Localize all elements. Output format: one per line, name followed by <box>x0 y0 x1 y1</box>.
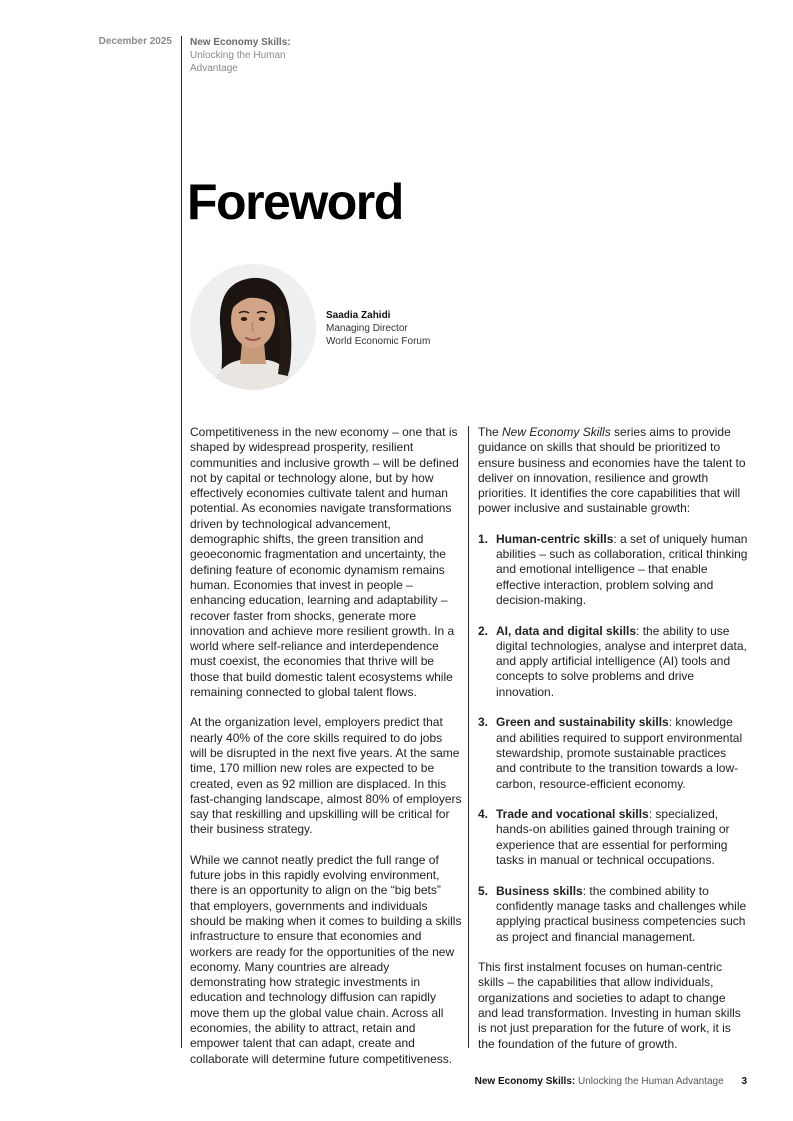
skills-list <box>478 532 748 945</box>
item-number: 4. <box>478 807 489 822</box>
page-footer <box>475 1076 747 1087</box>
page-title: Foreword <box>187 174 403 230</box>
series-name: New Economy Skills <box>502 425 611 439</box>
body-paragraph: Competitiveness in the new economy – one that is shaped by widespread prosperity, resilient communities and inclusive growth – will be defined not by capital or technology alone, but by how effectively economies cultivate talent and human potential. As economies navigate transformations driven by technological advancement, demographic shifts, the green transition and geoeconomic fragmentation and uncertainty, the defining feature of economic dynamism remains human. Economies that invest in people – enhancing education, learning and adaptability – recover faster from shocks, generate more innovation and achieve more resilient growth. In a world where self-reliance and interdependence must coexist, the economies that thrive will be those that build domestic talent ecosystems while remaining connected to global talent flows. <box>190 425 459 700</box>
author-role: Managing Director <box>326 323 408 334</box>
page-number: 3 <box>741 1076 747 1087</box>
item-term: Trade and vocational skills <box>496 807 649 822</box>
body-paragraph: At the organization level, employers predict that nearly 40% of the core skills required to do jobs will be disrupted in the next five years. At the same time, 170 million new roles are expected to be created, even as 92 million are displaced. In this fast-changing landscape, almost 80% of employers say that reskilling and upskilling will be critical for their business strategy. <box>190 715 462 837</box>
author-byline <box>326 309 430 348</box>
item-term: Human-centric skills <box>496 531 614 546</box>
item-number: 1. <box>478 531 489 546</box>
closing-paragraph: This first instalment focuses on human-centric skills – the capabilities that allow individuals, organizations and societies to adapt to change and lead transformation. Investing in human skills is not just preparation for the future of work, it is the foundation of the future of growth. <box>478 960 741 1051</box>
author-portrait <box>190 264 316 390</box>
list-item <box>478 715 748 791</box>
footer-title-rest: Unlocking the Human Advantage <box>578 1076 724 1087</box>
item-desc: : knowledge and abilities required to support environmental stewardship, promote sustainable practices and contribute to the transition towards a low-carbon, resource-efficient economy. <box>496 715 743 791</box>
intro-text: series aims to provide guidance on skills that should be prioritized to ensure business and economies have the talent to deliver on innovation, resilience and growth priorities. It identifies the core capabilities that will power inclusive and sustainable growth: <box>478 425 746 516</box>
header-date: December 2025 <box>98 36 172 47</box>
list-item <box>478 624 748 700</box>
item-desc: : specialized, hands-on abilities gained through training or experience that are essential for performing tasks in manual or technical occupations. <box>496 807 730 868</box>
footer-title-bold: New Economy Skills: <box>474 1076 576 1087</box>
right-column <box>478 425 748 1067</box>
left-column <box>190 425 462 1082</box>
column-divider <box>468 426 469 1048</box>
item-number: 5. <box>478 883 489 898</box>
intro-paragraph <box>478 425 748 517</box>
item-desc: : the combined ability to confidently manage tasks and challenges while applying practical business competencies such as project and financial management. <box>496 883 747 944</box>
author-org: World Economic Forum <box>326 336 431 347</box>
item-term: Green and sustainability skills <box>496 715 669 730</box>
author-name: Saadia Zahidi <box>326 310 391 321</box>
list-item <box>478 807 748 868</box>
header-title-rest: Unlocking the Human Advantage <box>190 50 286 74</box>
portrait-image <box>190 264 316 390</box>
intro-text: The <box>478 425 503 439</box>
body-paragraph: While we cannot neatly predict the full range of future jobs in this rapidly evolving environment, there is an opportunity to align on the “big bets” that employers, governments and individuals should be making when it comes to building a skills infrastructure to ensure that economies and workers are ready for the opportunities of the new economy. Many countries are already demonstrating how strategic investments in education and technology diffusion can rapidly move them up the global value chain. Across all economies, the ability to attract, retain and empower talent that can adapt, create and collaborate will determine future competitiveness. <box>190 852 462 1066</box>
item-number: 2. <box>478 623 489 638</box>
header-divider <box>181 36 182 1048</box>
header-doc-title <box>190 36 320 75</box>
item-desc: : a set of uniquely human abilities – such as collaboration, critical thinking and emotional intelligence – that enable effective interaction, problem solving and decision-making. <box>496 531 748 607</box>
item-term: Business skills <box>496 883 583 898</box>
item-number: 3. <box>478 715 489 730</box>
item-term: AI, data and digital skills <box>496 623 637 638</box>
header-title-bold: New Economy Skills: <box>190 37 291 48</box>
list-item <box>478 532 748 608</box>
item-desc: : the ability to use digital technologies, analyse and interpret data, and apply artificial intelligence (AI) tools and concepts to solve problems and drive innovation. <box>496 623 747 699</box>
list-item <box>478 884 748 945</box>
